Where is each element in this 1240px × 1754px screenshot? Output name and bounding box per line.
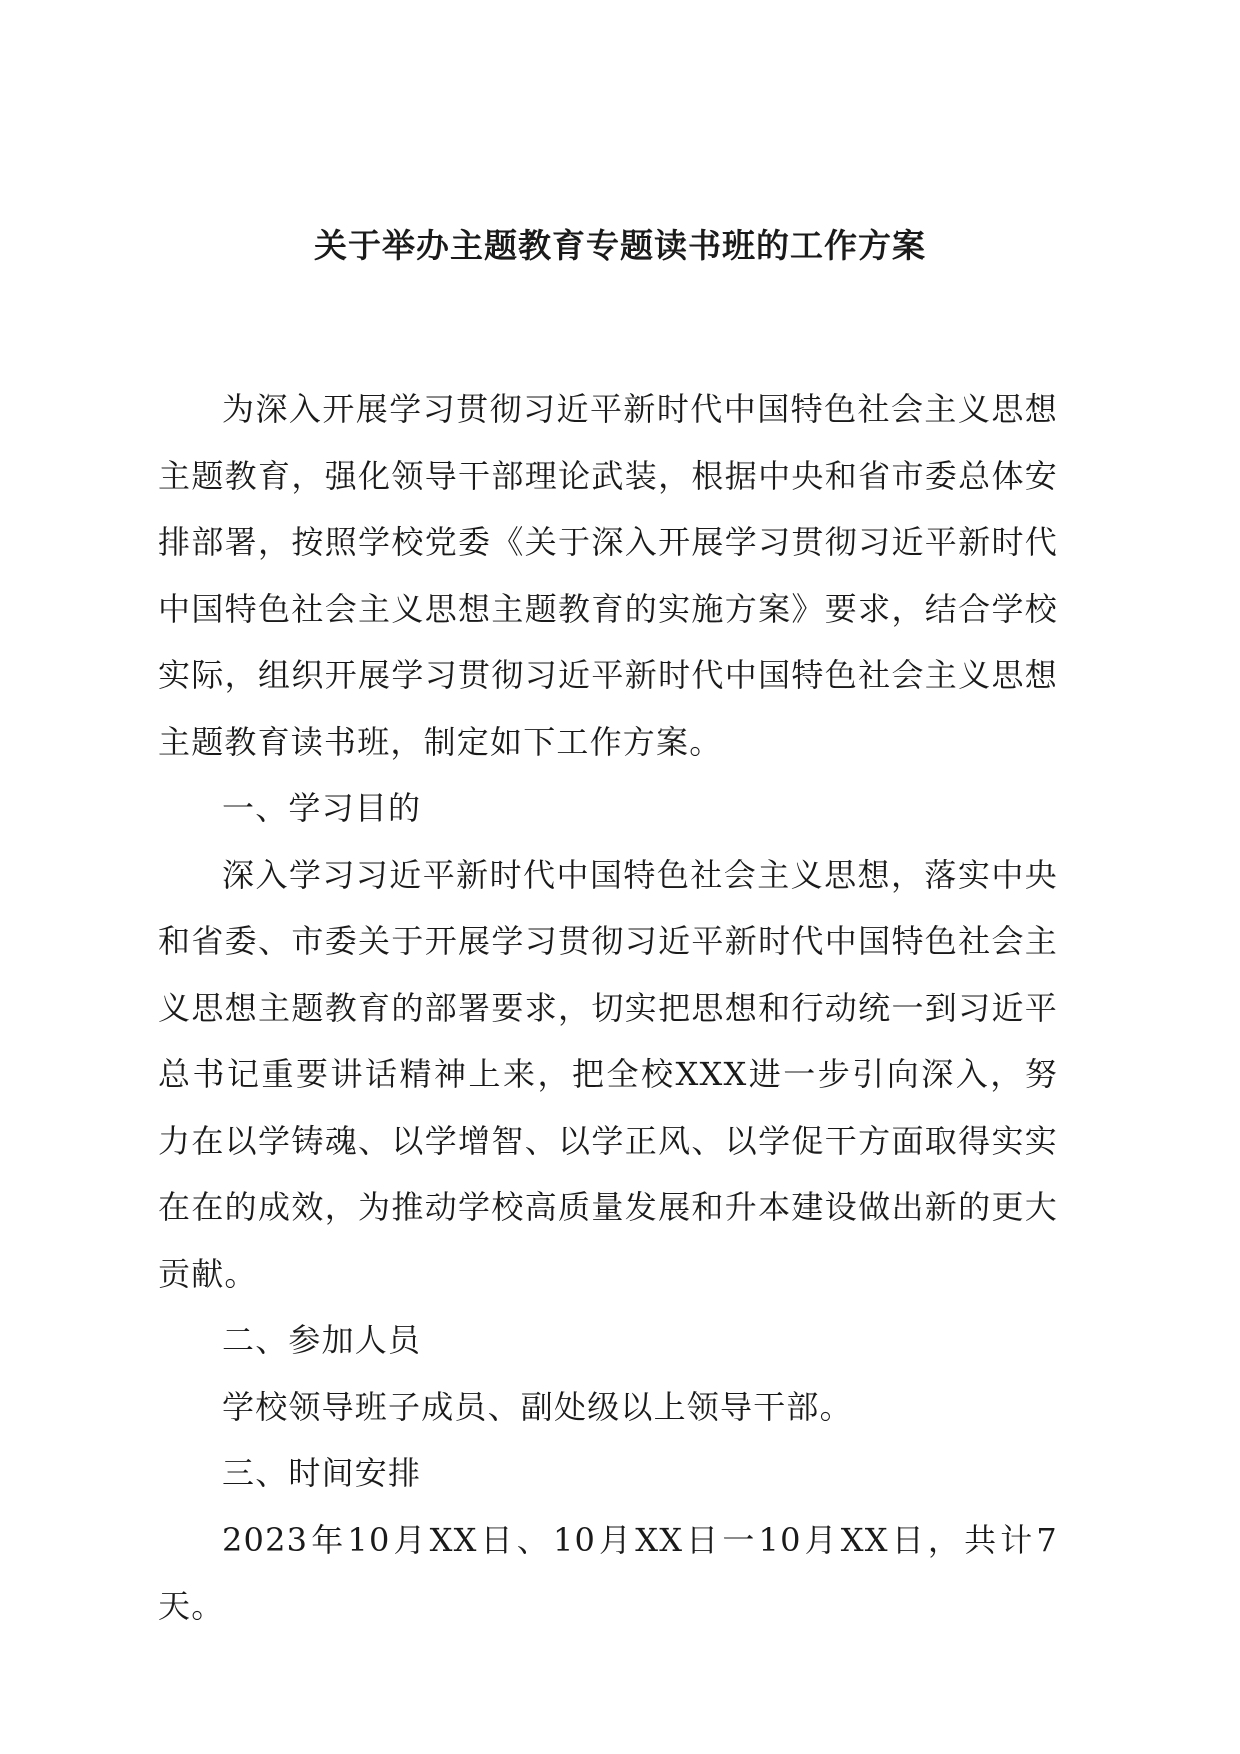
section-content-purpose: 深入学习习近平新时代中国特色社会主义思想，落实中央和省委、市委关于开展学习贯彻习近平新时代中国特色社会主义思想主题教育的部署要求，切实把思想和行动统一到习近平总书记重要讲话精神上来，把全校XXX进一步引向深入，努力在以学铸魂、以学增智、以学正风、以学促干方面取得实实在在的成效，为推动学校高质量发展和升本建设做出新的更大贡献。 xyxy=(158,855,1058,1293)
intro-paragraph: 为深入开展学习贯彻习近平新时代中国特色社会主义思想主题教育，强化领导干部理论武装，根据中央和省市委总体安排部署，按照学校党委《关于深入开展学习贯彻习近平新时代中国特色社会主义思想主题教育的实施方案》要求，结合学校实际，组织开展学习贯彻习近平新时代中国特色社会主义思想主题教育读书班，制定如下工作方案。 xyxy=(158,390,1058,761)
section-content-schedule: 2023年10月XX日、10月XX日一10月XX日，共计7天。 xyxy=(158,1520,1058,1625)
section-heading-participants: 二、参加人员 xyxy=(222,1321,422,1359)
document-body xyxy=(158,376,1058,1640)
document-title: 关于举办主题教育专题读书班的工作方案 xyxy=(314,226,926,265)
section-heading-schedule: 三、时间安排 xyxy=(222,1454,422,1492)
section-heading-purpose: 一、学习目的 xyxy=(222,789,422,827)
section-content-participants: 学校领导班子成员、副处级以上领导干部。 xyxy=(222,1387,853,1426)
